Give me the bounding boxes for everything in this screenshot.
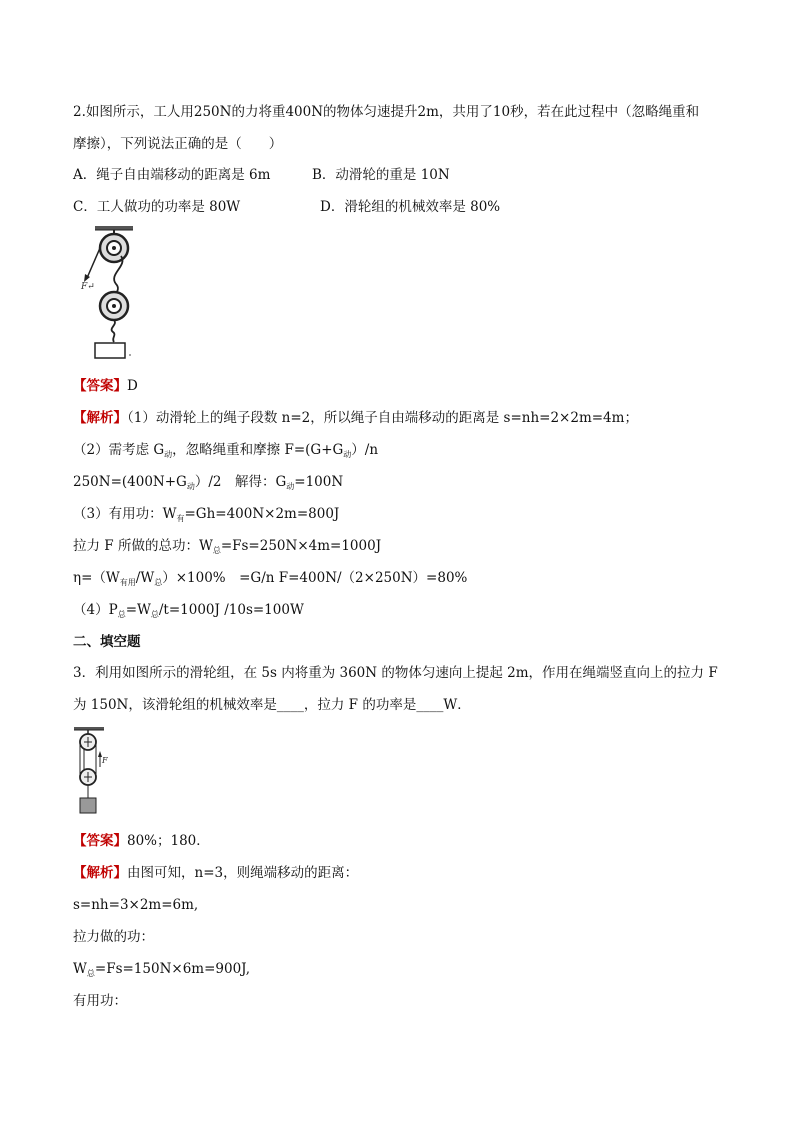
q2-pulley-figure [78,226,148,362]
q2-analysis-line1 [73,409,638,427]
q3-analysis-line4: $W_总=Fs=150N\times 6m=900J$, [73,961,251,978]
q2-option-c: C．工人做功的功率是 80W [73,199,241,215]
q2-stem-line1: 2.如图所示，工人用250N的力将重400N的物体匀速提升2m，共用了10秒，若在此过程中（忽略绳重和 [73,104,700,120]
q2-option-d: D．滑轮组的机械效率是 80% [320,199,501,215]
q3-analysis-line3: 拉力做的功： [73,929,154,945]
q3-answer [73,832,210,850]
q2-analysis-text1: （1）动滑轮上的绳子段数 n=2，所以绳子自由端移动的距离是 s=nh=2×2m=4m； [127,410,638,426]
q2-option-a: A．绳子自由端移动的距离是 6m [73,167,271,183]
q2-answer-value: D [127,378,138,394]
q2-analysis-line5: 拉力 F 所做的总功：$W_总=Fs=250N\times 4m=1000J$ [73,538,382,555]
q2-analysis-line6: $\eta=(W_{有用}/W_总)\times 100\%$ =G/n F=400N/（2×250N）=80% [73,570,468,587]
q2-answer-label: 【答案】 [73,378,127,394]
movable-pulley-icon [80,769,96,785]
section-title: 二、填空题 [73,634,141,650]
movable-pulley-icon [100,292,128,320]
q3-analysis-line1 [73,864,358,882]
load-block [80,798,96,813]
q3-analysis-label: 【解析】 [73,865,127,881]
q2-stem-line2: 摩擦），下列说法正确的是（ ） [73,136,283,152]
force-arrow-icon [84,274,90,282]
q3-force-label: F [102,756,108,765]
q3-analysis-line5: 有用功： [73,993,127,1009]
fixed-pulley-icon [80,734,96,750]
q3-stem-line1: 3．利用如图所示的滑轮组，在 5s 内将重为 360N 的物体匀速向上提起 2m，作用在绳端竖直向上的拉力 F [73,665,718,681]
q3-analysis-text1: 由图可知，n=3，则绳端移动的距离： [127,865,359,881]
q2-answer [73,377,138,395]
fixed-pulley-icon [100,234,128,262]
q2-analysis-line4: （3）有用功：$W_有=Gh=400N\times 2m=800J$ [73,506,340,523]
q2-analysis-line3: $250N=(400N+G_动)/2$ 解得：$G_动=100N$ [73,474,344,491]
load-block [95,343,125,358]
q3-pulley-figure [70,727,110,817]
q2-force-label: F↵ [81,282,95,292]
ceiling-mount [95,226,133,230]
q2-analysis-label: 【解析】 [73,410,127,426]
q3-analysis-line2: s=nh=3×2m=6m, [73,897,199,913]
q2-analysis-line7: $(4)P_总=W_总/t=1000J$ /10s=100W [73,602,304,619]
q3-answer-value: 80%；180． [127,833,210,849]
q3-answer-label: 【答案】 [73,833,127,849]
q2-analysis-line2: （2）需考虑 $G_动$，忽略绳重和摩擦 $F=(G+G_动)/n$ [73,442,379,459]
q3-stem-line2: 为 150N，该滑轮组的机械效率是____，拉力 F 的功率是____W． [73,697,471,713]
q2-option-b: B．动滑轮的重是 10N [312,167,450,183]
